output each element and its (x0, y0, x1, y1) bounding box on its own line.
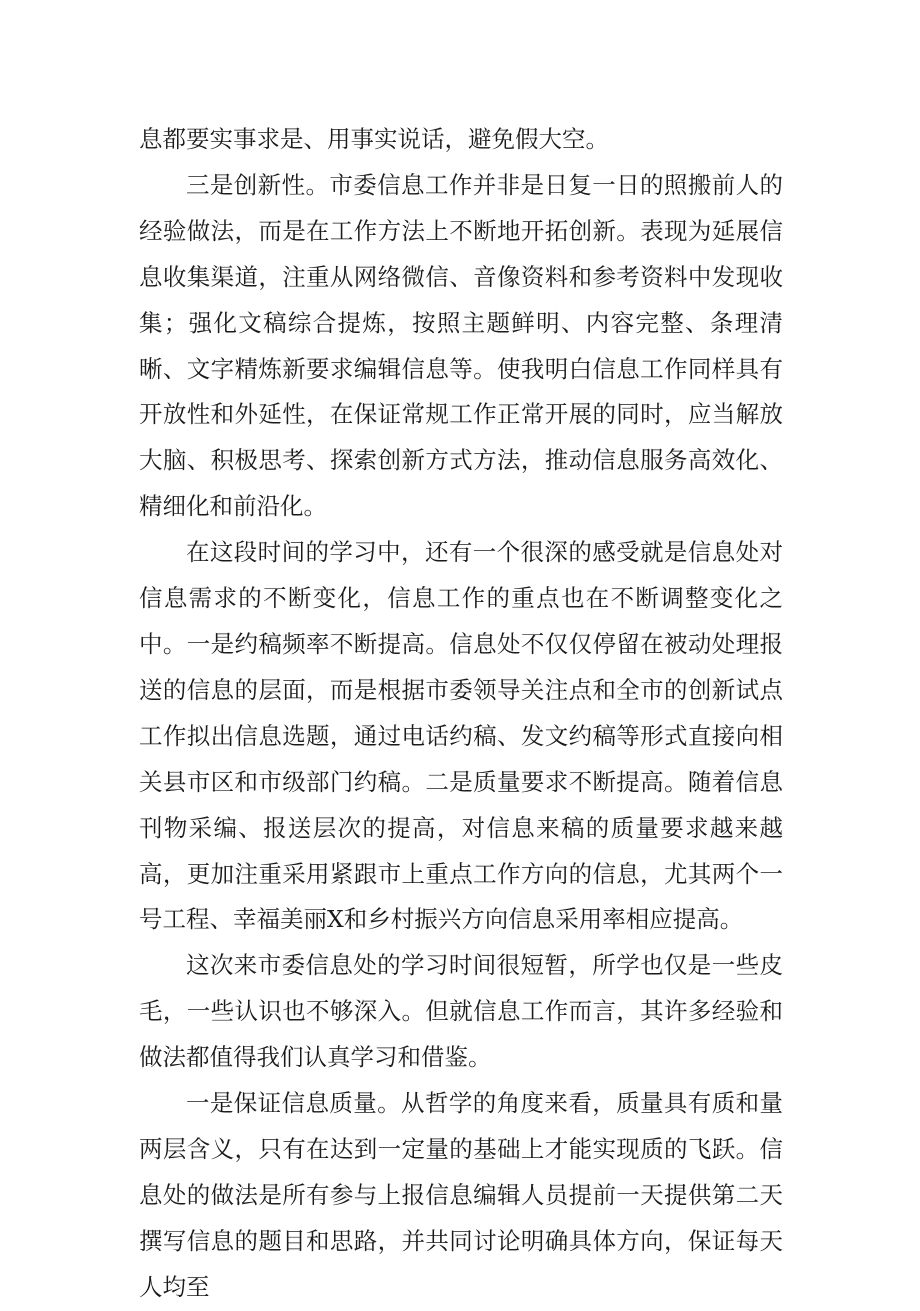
paragraph-2: 三是创新性。市委信息工作并非是日复一日的照搬前人的经验做法，而是在工作方法上不断地开拓创新。表现为延展信息收集渠道，注重从网络微信、音像资料和参考资料中发现收集；强化文稿综合提炼，按照主题鲜明、内容完整、条理清晰、文字精炼新要求编辑信息等。使我明白信息工作同样具有开放性和外延性，在保证常规工作正常开展的同时，应当解放大脑、积极思考、探索创新方式方法，推动信息服务高效化、精细化和前沿化。 (139, 170, 783, 521)
paragraph-5: 一是保证信息质量。从哲学的角度来看，质量具有质和量两层含义，只有在达到一定量的基础上才能实现质的飞跃。信息处的做法是所有参与上报信息编辑人员提前一天提供第二天撰写信息的题目和思路，并共同讨论明确具体方向，保证每天人均至 (139, 1089, 783, 1301)
paragraph-1: 息都要实事求是、用事实说话，避免假大空。 (139, 125, 609, 153)
document-page (139, 117, 783, 1311)
paragraph-3: 在这段时间的学习中，还有一个很深的感受就是信息处对信息需求的不断变化，信息工作的重点也在不断调整变化之中。一是约稿频率不断提高。信息处不仅仅停留在被动处理报送的信息的层面，而是根据市委领导关注点和全市的创新试点工作拟出信息选题，通过电话约稿、发文约稿等形式直接向相关县市区和市级部门约稿。二是质量要求不断提高。随着信息刊物采编、报送层次的提高，对信息来稿的质量要求越来越高，更加注重采用紧跟市上重点工作方向的信息，尤其两个一号工程、幸福美丽X和乡村振兴方向信息采用率相应提高。 (139, 538, 783, 934)
paragraph-4: 这次来市委信息处的学习时间很短暂，所学也仅是一些皮毛，一些认识也不够深入。但就信息工作而言，其许多经验和做法都值得我们认真学习和借鉴。 (139, 951, 783, 1072)
